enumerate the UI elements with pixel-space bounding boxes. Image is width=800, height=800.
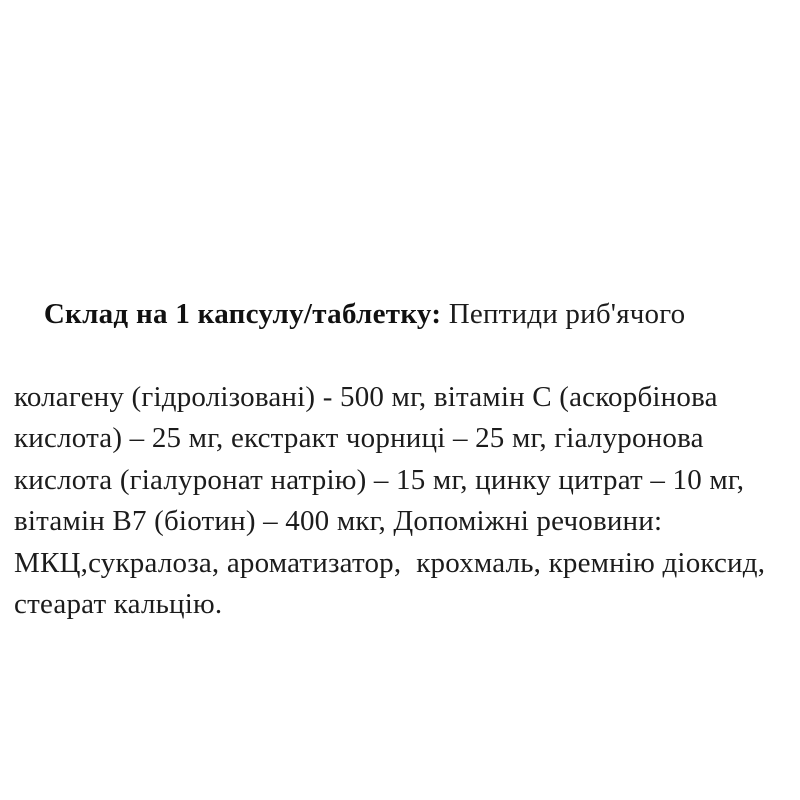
- composition-line-2: колагену (гідролізовані) - 500 мг, вітамін С (аскорбінова: [14, 380, 718, 413]
- composition-line-1-rest: Пептиди риб'ячого: [441, 297, 686, 330]
- composition-line-1: [14, 252, 796, 377]
- composition-text-block: [14, 252, 796, 626]
- composition-heading: Склад на 1 капсулу/таблетку:: [43, 297, 442, 330]
- composition-line-6: МКЦ,сукралоза, ароматизатор, крохмаль, кремнію діоксид,: [14, 546, 766, 579]
- composition-line-5: вітамін В7 (біотин) – 400 мкг, Допоміжні речовини:: [14, 505, 663, 537]
- composition-line-7: стеарат кальцію.: [14, 588, 223, 620]
- composition-line-4: кислота (гіалуронат натрію) – 15 мг, цинку цитрат – 10 мг,: [14, 463, 745, 496]
- composition-line-3: кислота) – 25 мг, екстракт чорниці – 25 мг, гіалуронова: [14, 422, 704, 454]
